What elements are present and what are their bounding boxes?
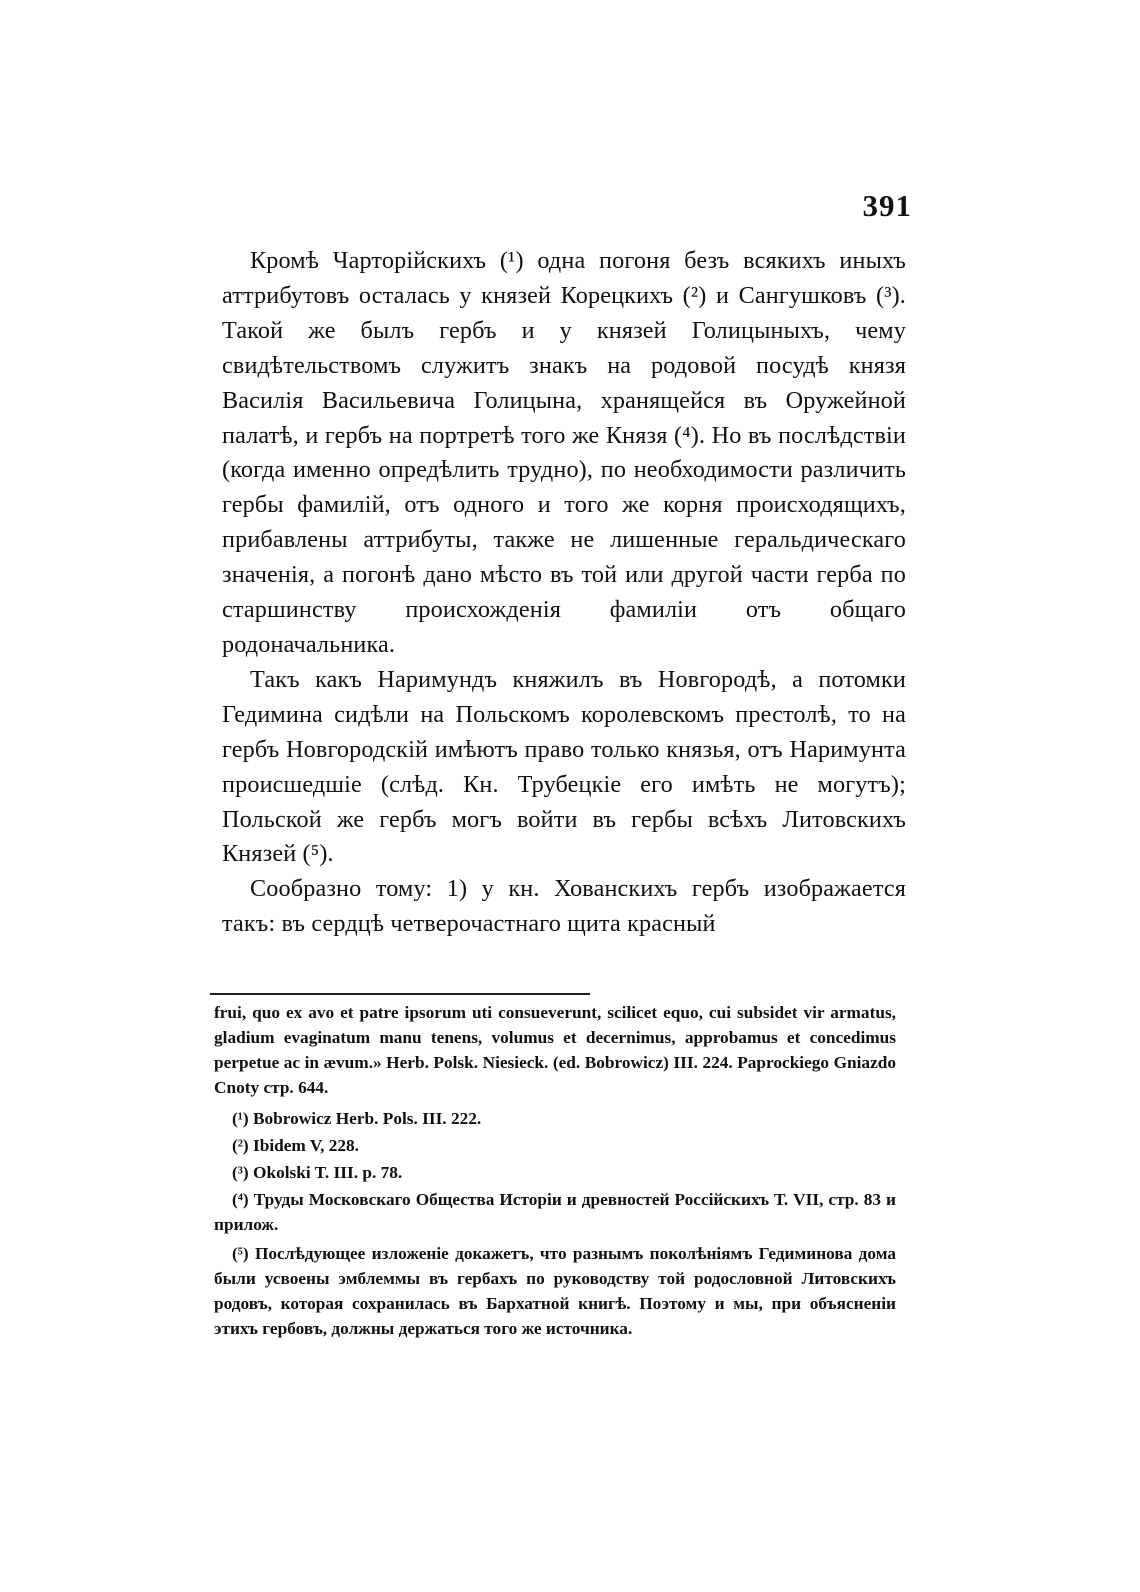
footnote-2: (²) Ibidem V, 228.: [232, 1136, 359, 1155]
footnote-divider: [210, 993, 590, 995]
footnote-1: (¹) Bobrowicz Herb. Pols. III. 222.: [232, 1109, 482, 1128]
footnote-continuation: frui, quo ex avo et patre ipsorum uti consueverunt, scilicet equo, cui subsidet vir armatus, gladium evaginatum manu tenens, volumus et decernimus, approbamus et concedimus perpetue ac in ævum.» Herb. Polsk. Niesieck. (ed. Bobrowicz) III. 224. Paprockiego Gniazdo Cnoty стр. 644.: [214, 1003, 896, 1097]
footnote-5: (⁵) Послѣдующее изложенiе докажетъ, что разнымъ поколѣнiямъ Гедиминова дома были усвоены эмблеммы въ гербахъ по руководству той родословной Литовскихъ родовъ, которая сохранилась въ Бархатной книгѣ. Поэтому и мы, при объясненiи этихъ гербовъ, должны держаться того же источника.: [214, 1244, 896, 1338]
paragraph-2: Такъ какъ Наримундъ княжилъ въ Новгородѣ, а потомки Гедимина сидѣли на Польскомъ королевскомъ престолѣ, то на гербъ Новгородскiй имѣютъ право только князья, отъ Наримунта происшедшiе (слѣд. Кн. Трубецкiе его имѣть не могутъ); Польской же гербъ могъ войти въ гербы всѣхъ Литовскихъ Князей (⁵).: [222, 665, 906, 868]
paragraph-1: Кромѣ Чарторiйскихъ (¹) одна погоня безъ всякихъ иныхъ аттрибутовъ осталась у князей Корецкихъ (²) и Сангушковъ (³). Такой же былъ гербъ и у князей Голицыныхъ, чему свидѣтельствомъ служитъ знакъ на родовой посудѣ князя Василiя Васильевича Голицына, хранящейся въ Оружейной палатѣ, и гербъ на портретѣ того же Князя (⁴). Но въ послѣдствiи (когда именно опредѣлить трудно), по необходимости различить гербы фамилiй, отъ одного и того же корня происходящихъ, прибавлены аттрибуты, также не лишенные геральдическаго значенiя, а погонѣ дано мѣсто въ той или другой части герба по старшинству происхожденiя фамилiи отъ общаго родоначальника.: [222, 247, 906, 658]
page-number: 391: [862, 188, 912, 223]
paragraph-3: Сообразно тому: 1) у кн. Хованскихъ гербъ изображается такъ: въ сердцѣ четверочастнаго щита красный: [222, 875, 906, 938]
footnote-4: (⁴) Труды Московскаго Общества Исторiи и древностей Россiйскихъ Т. VII, стр. 83 и прилож.: [214, 1190, 896, 1234]
footnotes: [214, 1000, 896, 1345]
footnote-3: (³) Okolski T. III. p. 78.: [232, 1163, 403, 1182]
body-text: [222, 244, 906, 942]
